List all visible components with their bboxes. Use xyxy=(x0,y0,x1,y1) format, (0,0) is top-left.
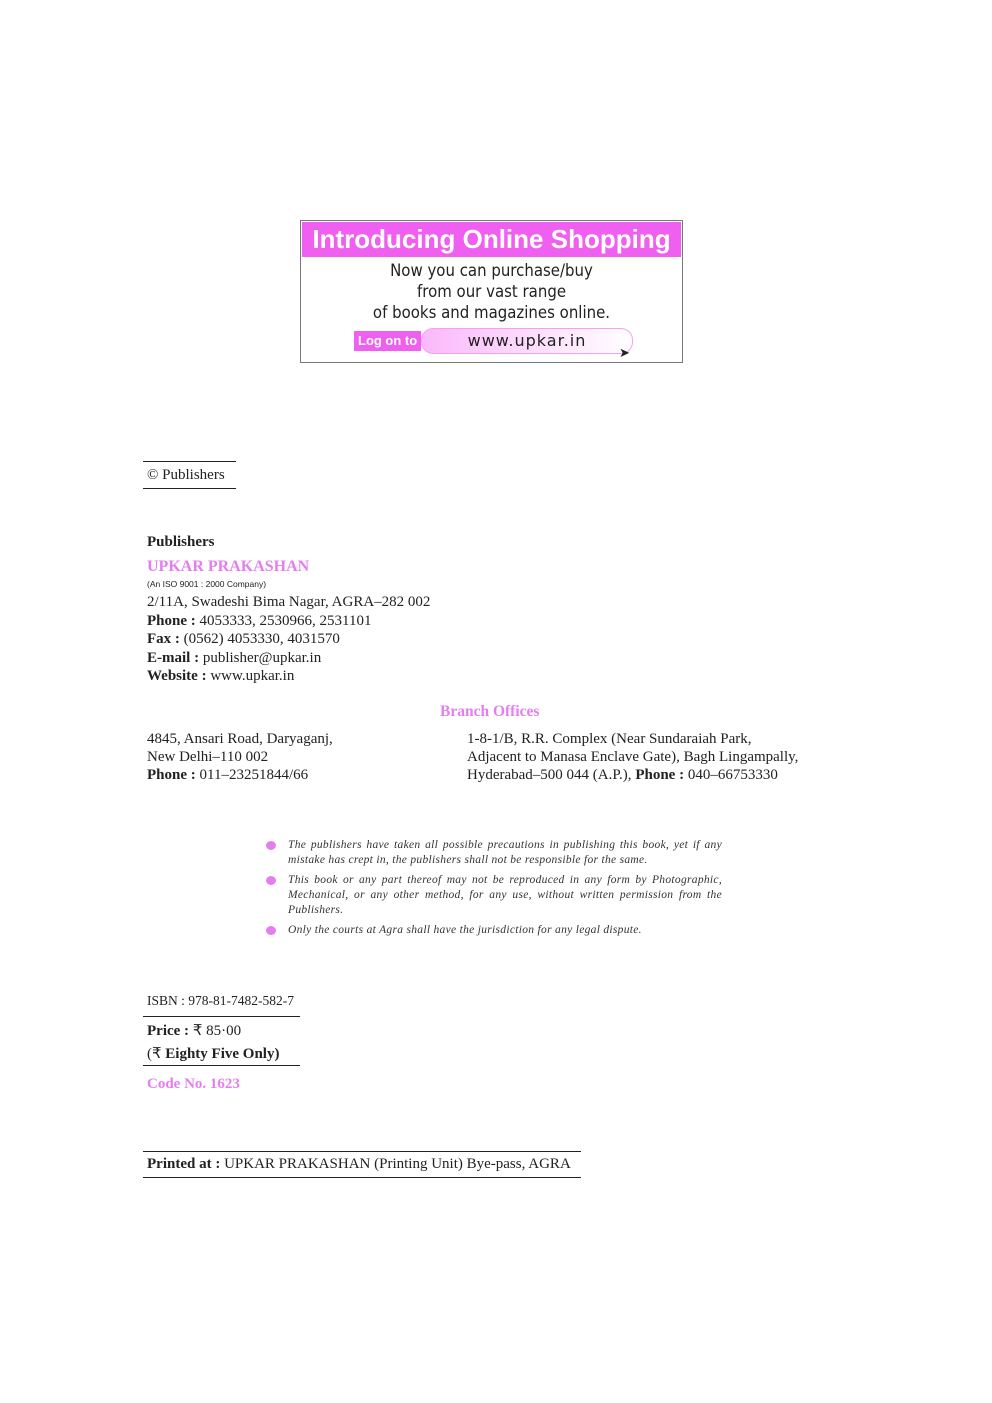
price-value: ₹ 85·00 xyxy=(192,1023,242,1039)
fax-label: Fax : xyxy=(147,631,180,647)
phone xyxy=(147,613,371,630)
note: Only the courts at Agra shall have the jurisdiction for any legal dispute. xyxy=(288,924,642,936)
price-words xyxy=(147,1044,279,1063)
phone-value: 040–66753330 xyxy=(687,767,778,783)
fax xyxy=(147,631,340,648)
phone-label: Phone : xyxy=(147,613,196,629)
hyd-line3 xyxy=(467,767,778,784)
cursor-icon: ➤ xyxy=(619,345,630,360)
online-shopping-ad xyxy=(300,220,683,363)
divider xyxy=(143,488,236,489)
ad-line: from our vast range xyxy=(416,282,567,302)
ad-line: Now you can purchase/buy xyxy=(390,261,593,281)
phone-value: 4053333, 2530966, 2531101 xyxy=(199,613,372,629)
ad-body xyxy=(324,261,659,324)
ad-title: Introducing Online Shopping xyxy=(302,222,681,257)
price xyxy=(147,1021,241,1040)
note: This book or any part thereof may not be reproduced in any form by Photographic, Mechanical, or any other method, for any use, without written permission from the Publishers. xyxy=(288,874,722,916)
hyd-line2: Adjacent to Manasa Enclave Gate), Bagh Lingampally, xyxy=(467,749,799,765)
divider xyxy=(143,1151,581,1152)
branch-heading: Branch Offices xyxy=(440,703,540,720)
phone-value: 011–23251844/66 xyxy=(199,767,309,783)
email-label: E-mail : xyxy=(147,650,200,666)
bullet-icon xyxy=(266,926,276,935)
divider xyxy=(143,1016,300,1017)
publisher-name: UPKAR PRAKASHAN xyxy=(147,558,310,575)
email-value: publisher@upkar.in xyxy=(202,650,322,666)
delhi-line2: New Delhi–110 002 xyxy=(147,749,269,765)
printed-at xyxy=(147,1156,571,1173)
hyd-city: Hyderabad–500 044 (A.P.), xyxy=(467,767,632,783)
rupee-symbol: (₹ xyxy=(147,1046,162,1062)
bullet-icon xyxy=(266,841,276,850)
bullet-icon xyxy=(266,876,276,885)
code-number: Code No. 1623 xyxy=(147,1076,240,1092)
price-in-words: Eighty Five Only) xyxy=(165,1046,280,1062)
publishers-heading: Publishers xyxy=(147,534,215,550)
price-label: Price : xyxy=(147,1023,190,1039)
address: 2/11A, Swadeshi Bima Nagar, AGRA–282 002 xyxy=(147,594,431,610)
fax-value: (0562) 4053330, 4031570 xyxy=(183,631,340,647)
ad-line: of books and magazines online. xyxy=(372,303,611,323)
email xyxy=(147,650,321,667)
hyd-line1: 1-8-1/B, R.R. Complex (Near Sundaraiah Park, xyxy=(467,731,752,747)
divider xyxy=(143,1177,581,1178)
phone-label: Phone : xyxy=(635,767,685,783)
website xyxy=(147,668,294,685)
printed-label: Printed at : xyxy=(147,1156,221,1172)
delhi-phone xyxy=(147,767,308,784)
website-value: www.upkar.in xyxy=(210,668,295,684)
phone-label: Phone : xyxy=(147,767,196,783)
delhi-line1: 4845, Ansari Road, Daryaganj, xyxy=(147,731,333,747)
website-label: Website : xyxy=(147,668,207,684)
logon-label: Log on to xyxy=(354,331,421,351)
isbn: ISBN : 978-81-7482-582-7 xyxy=(147,993,294,1008)
note: The publishers have taken all possible precautions in publishing this book, yet if any mistake has crept in, the publishers shall not be responsible for the same. xyxy=(288,839,722,866)
divider xyxy=(143,461,236,462)
copyright: © Publishers xyxy=(147,467,225,483)
iso-note: (An ISO 9001 : 2000 Company) xyxy=(147,579,267,589)
divider xyxy=(143,1065,300,1066)
website-link[interactable]: www.upkar.in xyxy=(421,328,633,354)
printed-value: UPKAR PRAKASHAN (Printing Unit) Bye-pass, AGRA xyxy=(224,1156,571,1172)
